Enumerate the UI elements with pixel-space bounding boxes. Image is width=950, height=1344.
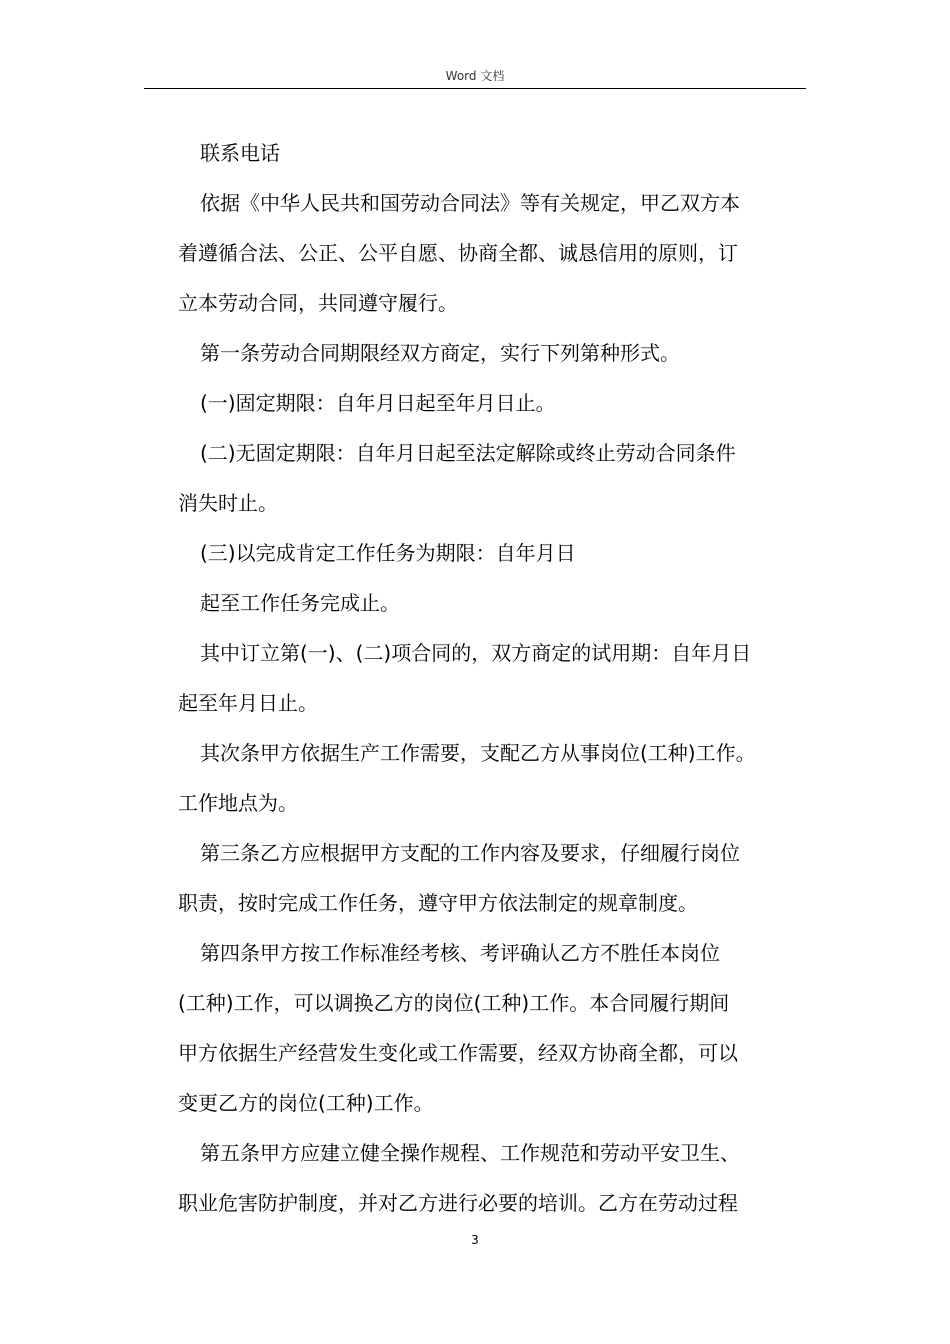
paragraph-line: 立本劳动合同，共同遵守履行。	[178, 291, 458, 315]
paragraph-line: 甲方依据生产经营发生变化或工作需要，经双方协商全都，可以	[178, 1041, 738, 1065]
paragraph-line: 消失时止。	[178, 491, 278, 515]
paragraph-line: 起至工作任务完成止。	[200, 591, 400, 615]
body-paragraph	[178, 928, 806, 1128]
paragraph-line: 工作地点为。	[178, 791, 298, 815]
body-paragraph	[178, 428, 806, 528]
paragraph-line: 依据《中华人民共和国劳动合同法》等有关规定，甲乙双方本	[200, 191, 740, 215]
body-paragraph	[178, 378, 806, 428]
paragraph-line: 联系电话	[200, 141, 280, 165]
paragraph-line: 起至年月日止。	[178, 691, 318, 715]
paragraph-line: 第五条甲方应建立健全操作规程、工作规范和劳动平安卫生、	[200, 1141, 740, 1165]
paragraph-line: 着遵循合法、公正、公平自愿、协商全都、诚恳信用的原则，订	[178, 241, 738, 265]
paragraph-line: 第三条乙方应根据甲方支配的工作内容及要求，仔细履行岗位	[200, 841, 740, 865]
paragraph-line: 变更乙方的岗位(工种)工作。	[178, 1091, 434, 1115]
document-body	[178, 128, 806, 1228]
paragraph-line: (三)以完成肯定工作任务为期限：自年月日	[200, 541, 576, 565]
paragraph-line: 第一条劳动合同期限经双方商定，实行下列第种形式。	[200, 341, 680, 365]
paragraph-line: 职业危害防护制度，并对乙方进行必要的培训。乙方在劳动过程	[178, 1191, 738, 1215]
body-paragraph	[178, 178, 806, 328]
paragraph-line: 第四条甲方按工作标准经考核、考评确认乙方不胜任本岗位	[200, 941, 720, 965]
header-divider	[144, 88, 806, 89]
body-paragraph	[178, 728, 806, 828]
body-paragraph	[178, 828, 806, 928]
body-paragraph	[178, 1128, 806, 1228]
body-paragraph	[178, 578, 806, 628]
paragraph-line: 职责，按时完成工作任务，遵守甲方依法制定的规章制度。	[178, 891, 698, 915]
paragraph-line: 其次条甲方依据生产工作需要，支配乙方从事岗位(工种)工作。	[200, 741, 756, 765]
body-paragraph	[178, 528, 806, 578]
page-header: Word 文档	[445, 69, 505, 83]
paragraph-line: (工种)工作，可以调换乙方的岗位(工种)工作。本合同履行期间	[178, 991, 730, 1015]
paragraph-line: 其中订立第(一)、(二)项合同的，双方商定的试用期：自年月日	[200, 641, 752, 665]
body-paragraph	[178, 128, 806, 178]
paragraph-line: (一)固定期限：自年月日起至年月日止。	[200, 391, 556, 415]
body-paragraph	[178, 328, 806, 378]
paragraph-line: (二)无固定期限：自年月日起至法定解除或终止劳动合同条件	[200, 441, 736, 465]
page-number: 3	[471, 1233, 479, 1247]
body-paragraph	[178, 628, 806, 728]
